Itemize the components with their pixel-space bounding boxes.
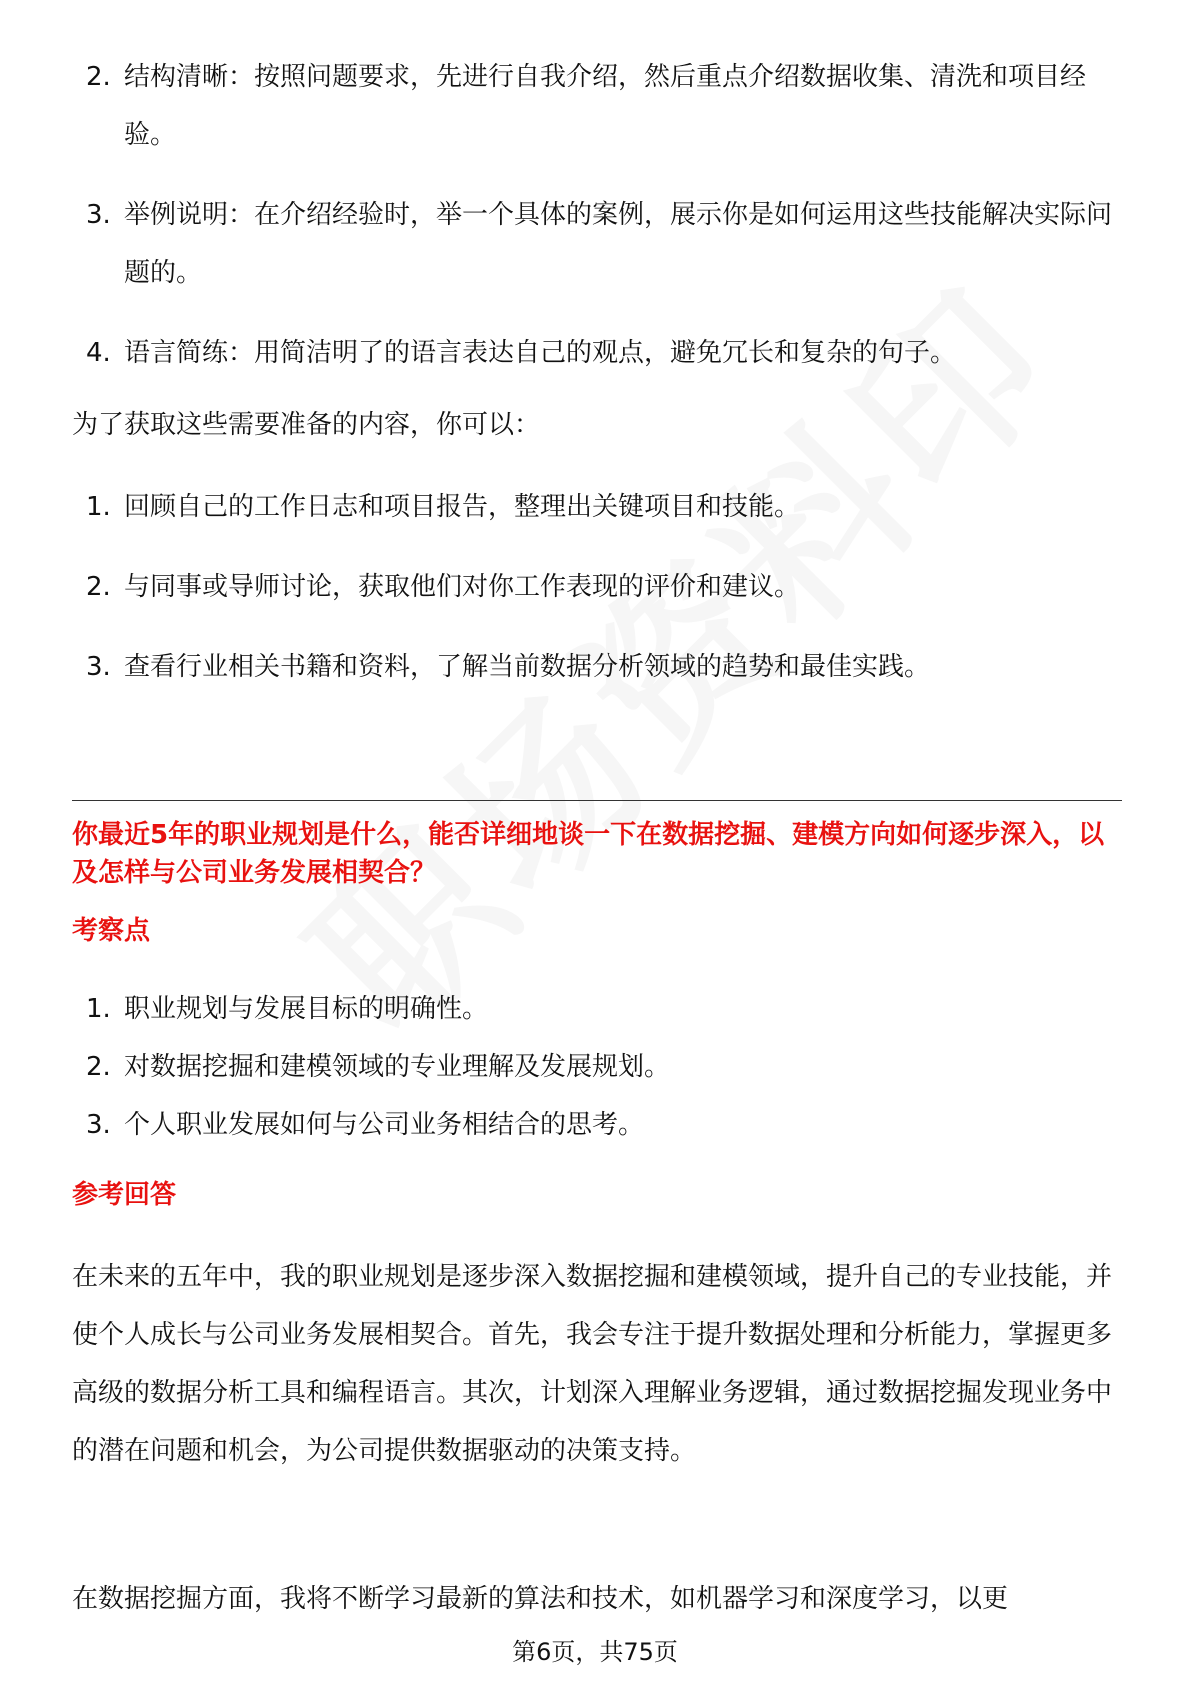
document-page — [72, 0, 1122, 1684]
prepare-list-block — [72, 478, 1122, 696]
answer-paragraph: 在数据挖掘方面，我将不断学习最新的算法和技术，如机器学习和深度学习，以更 — [72, 1584, 1009, 1614]
list-number: 2. — [86, 1052, 111, 1082]
prepare-list — [72, 478, 1122, 696]
top-list — [72, 48, 1122, 382]
list-text: 对数据挖掘和建模领域的专业理解及发展规划。 — [124, 1052, 671, 1082]
section-divider — [72, 800, 1122, 801]
list-item — [72, 638, 1122, 696]
list-item — [72, 186, 1122, 302]
answer-label: 参考回答 — [72, 1180, 177, 1210]
answer-block-2 — [72, 1570, 1122, 1628]
list-number: 2. — [86, 572, 111, 602]
prepare-intro: 为了获取这些需要准备的内容，你可以： — [72, 410, 541, 440]
list-item — [72, 558, 1122, 616]
focus-list — [72, 980, 1122, 1154]
list-text: 查看行业相关书籍和资料，了解当前数据分析领域的趋势和最佳实践。 — [124, 652, 931, 682]
list-text: 举例说明：在介绍经验时，举一个具体的案例，展示你是如何运用这些技能解决实际问题的。 — [124, 200, 1113, 288]
list-item — [72, 478, 1122, 536]
list-number: 3. — [86, 1110, 111, 1140]
list-text: 结构清晰：按照问题要求，先进行自我介绍，然后重点介绍数据收集、清洗和项目经验。 — [124, 62, 1087, 150]
list-text: 语言简练：用简洁明了的语言表达自己的观点，避免冗长和复杂的句子。 — [124, 338, 957, 368]
list-text: 职业规划与发展目标的明确性。 — [124, 994, 489, 1024]
question-heading: 你最近5年的职业规划是什么，能否详细地谈一下在数据挖掘、建模方向如何逐步深入，以及怎样与公司业务发展相契合？ — [72, 820, 1105, 888]
answer-paragraph: 在未来的五年中，我的职业规划是逐步深入数据挖掘和建模领域，提升自己的专业技能，并使个人成长与公司业务发展相契合。首先，我会专注于提升数据处理和分析能力，掌握更多高级的数据分析工具和编程语言。其次，计划深入理解业务逻辑，通过数据挖掘发现业务中的潜在问题和机会，为公司提供数据驱动的决策支持。 — [72, 1262, 1113, 1466]
list-item — [72, 1038, 1122, 1096]
list-text: 个人职业发展如何与公司业务相结合的思考。 — [124, 1110, 645, 1140]
top-list-block — [72, 48, 1122, 382]
answer-block — [72, 1248, 1122, 1480]
list-number: 1. — [86, 994, 111, 1024]
list-item — [72, 324, 1122, 382]
list-number: 1. — [86, 492, 111, 522]
list-number: 2. — [86, 62, 111, 92]
prepare-intro-block — [72, 396, 1122, 454]
list-text: 与同事或导师讨论，获取他们对你工作表现的评价和建议。 — [124, 572, 801, 602]
focus-label: 考察点 — [72, 916, 151, 946]
list-item — [72, 1096, 1122, 1154]
focus-list-block — [72, 980, 1122, 1154]
list-item — [72, 980, 1122, 1038]
list-number: 3. — [86, 200, 111, 230]
list-item — [72, 48, 1122, 164]
list-number: 3. — [86, 652, 111, 682]
list-text: 回顾自己的工作日志和项目报告，整理出关键项目和技能。 — [124, 492, 801, 522]
page-footer: 第6页，共75页 — [512, 1638, 678, 1666]
list-number: 4. — [86, 338, 111, 368]
